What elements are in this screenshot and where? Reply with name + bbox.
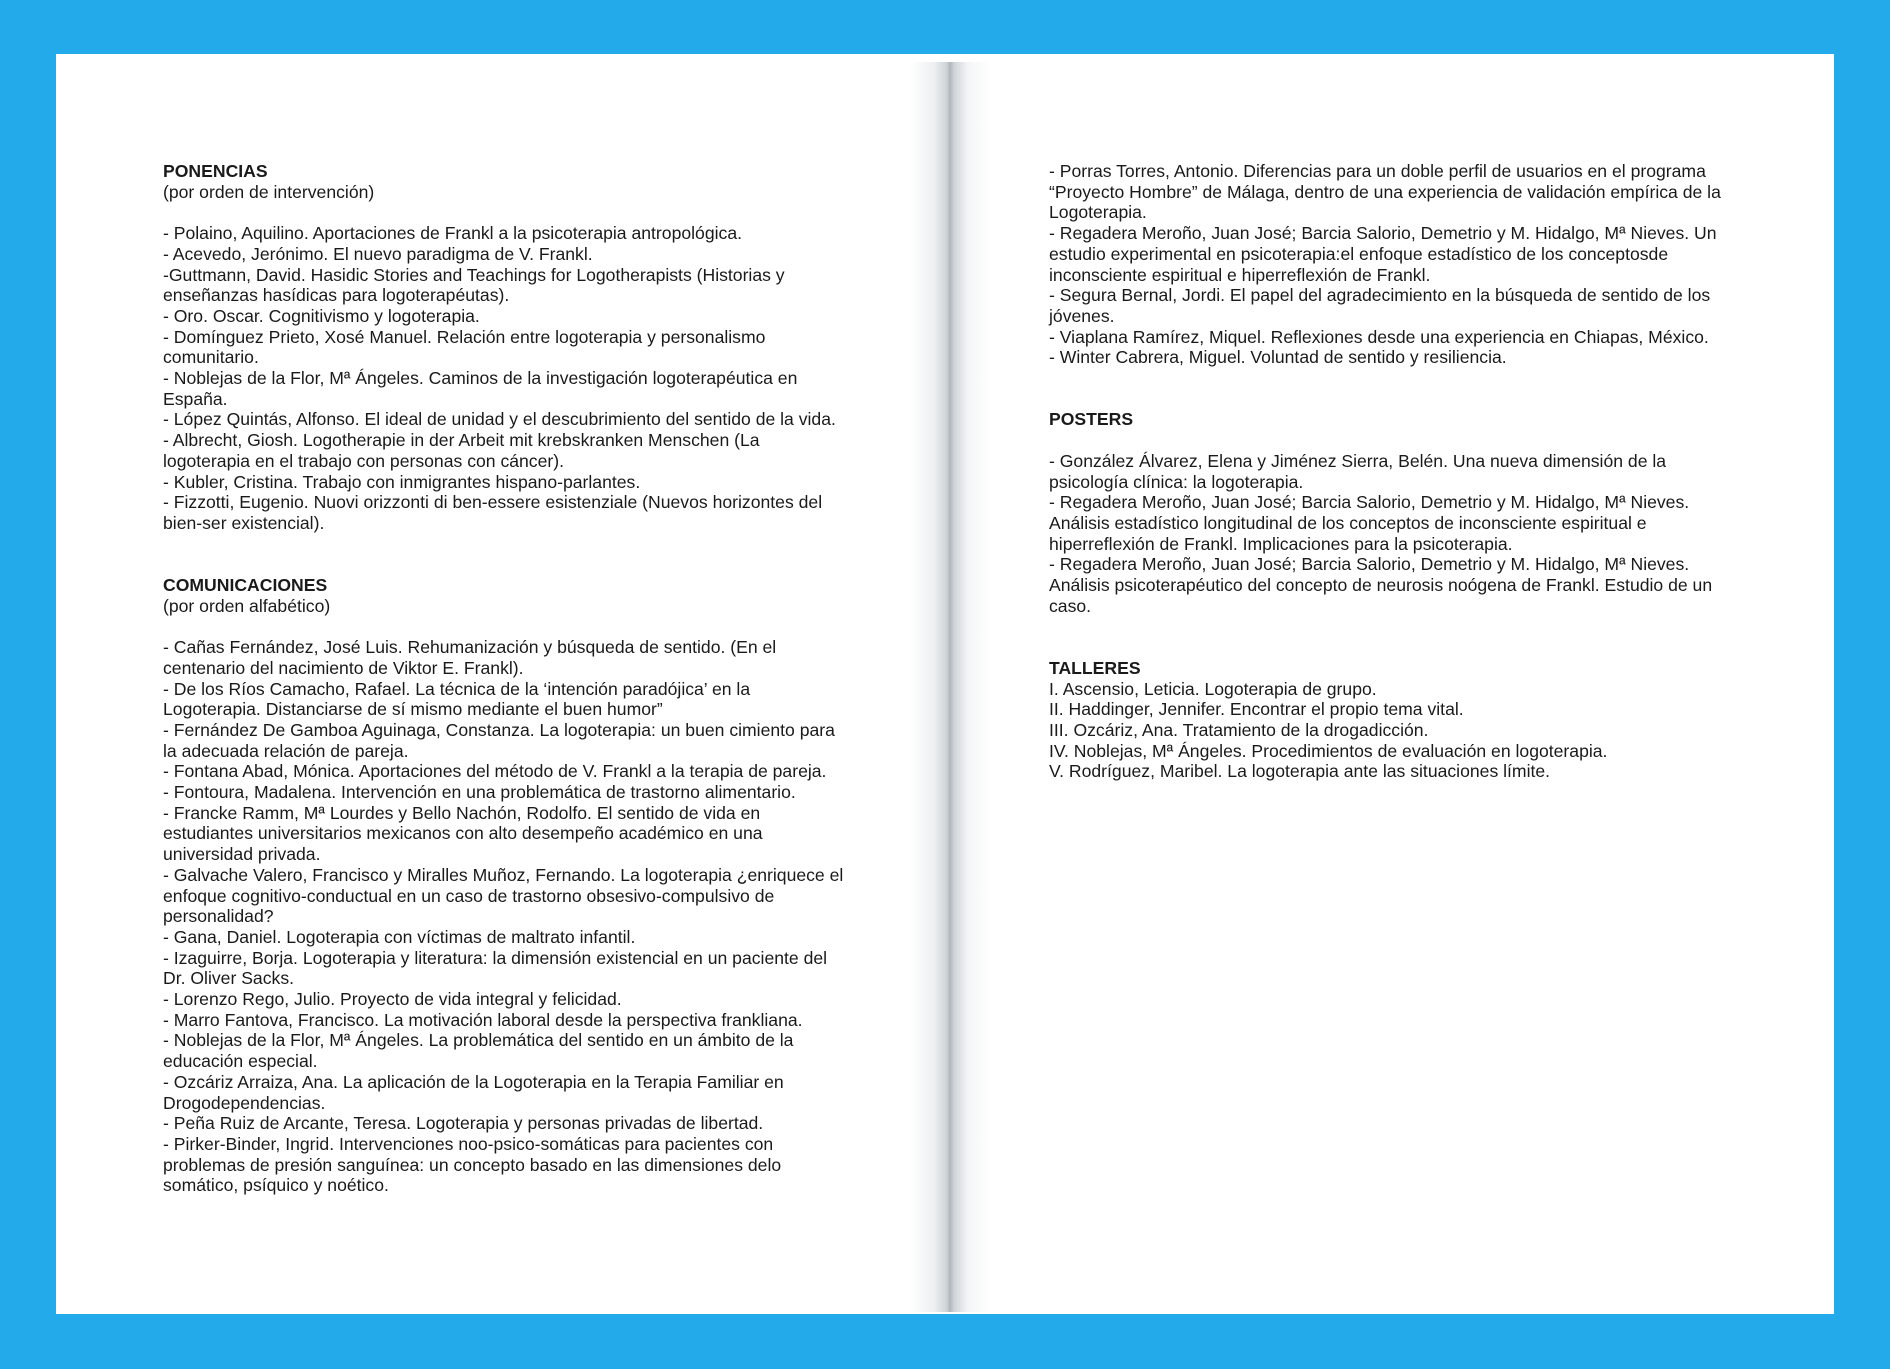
list-item: Drogodependencias. xyxy=(163,1092,326,1113)
list-item: somático, psíquico y noético. xyxy=(163,1175,389,1196)
document-spread xyxy=(56,54,1834,1314)
list-item: universidad privada. xyxy=(163,844,321,865)
list-item: IV. Noblejas, Mª Ángeles. Procedimientos de evaluación en logoterapia. xyxy=(1049,740,1608,761)
list-item: - Izaguirre, Borja. Logoterapia y literatura: la dimensión existencial en un paciente del xyxy=(163,947,828,968)
list-item: problemas de presión sanguínea: un concepto basado en las dimensiones delo xyxy=(163,1154,782,1175)
list-item: - Francke Ramm, Mª Lourdes y Bello Nachón, Rodolfo. El sentido de vida en xyxy=(163,802,761,823)
list-item: “Proyecto Hombre” de Málaga, dentro de una experiencia de validación empírica de la xyxy=(1049,181,1721,202)
list-item: estudio experimental en psicoterapia:el enfoque estadístico de los conceptosde xyxy=(1049,243,1669,264)
list-item: - González Álvarez, Elena y Jiménez Sierra, Belén. Una nueva dimensión de la xyxy=(1049,450,1667,471)
list-item: enfoque cognitivo-conductual en un caso de trastorno obsesivo-compulsivo de xyxy=(163,885,775,906)
list-item: - López Quintás, Alfonso. El ideal de unidad y el descubrimiento del sentido de la vida. xyxy=(163,409,836,430)
talleres-section xyxy=(1049,658,1809,782)
list-item: logoterapia en el trabajo con personas con cáncer). xyxy=(163,450,564,471)
list-item: Dr. Oliver Sacks. xyxy=(163,968,294,989)
list-item: - Lorenzo Rego, Julio. Proyecto de vida integral y felicidad. xyxy=(163,989,622,1010)
list-item: Análisis estadístico longitudinal de los conceptos de inconsciente espiritual e xyxy=(1049,512,1647,533)
comunicaciones-heading: COMUNICACIONES xyxy=(163,575,328,596)
list-item: personalidad? xyxy=(163,906,274,927)
list-item: centenario del nacimiento de Viktor E. Frankl). xyxy=(163,657,524,678)
ponencias-subtitle: (por orden de intervención) xyxy=(163,181,375,202)
list-item: - Kubler, Cristina. Trabajo con inmigrantes hispano-parlantes. xyxy=(163,471,641,492)
list-item: - Winter Cabrera, Miguel. Voluntad de sentido y resiliencia. xyxy=(1049,347,1507,368)
list-item: - Oro. Oscar. Cognitivismo y logoterapia. xyxy=(163,305,480,326)
list-item: - Regadera Meroño, Juan José; Barcia Salorio, Demetrio y M. Hidalgo, Mª Nieves. Un xyxy=(1049,223,1717,244)
list-item: hiperreflexión de Frankl. Implicaciones para la psicoterapia. xyxy=(1049,533,1513,554)
list-item: - Viaplana Ramírez, Miquel. Reflexiones desde una experiencia en Chiapas, México. xyxy=(1049,326,1709,347)
right-page xyxy=(1049,161,1809,782)
list-item: - Fontana Abad, Mónica. Aportaciones del método de V. Frankl a la terapia de pareja. xyxy=(163,761,827,782)
list-item: - Pirker-Binder, Ingrid. Intervenciones noo-psico-somáticas para pacientes con xyxy=(163,1134,774,1154)
list-item: - Porras Torres, Antonio. Diferencias para un doble perfil de usuarios en el programa xyxy=(1049,161,1706,181)
ponencias-list xyxy=(163,223,923,534)
list-item: - Galvache Valero, Francisco y Miralles Muñoz, Fernando. La logoterapia ¿enriquece el xyxy=(163,864,844,885)
posters-heading: POSTERS xyxy=(1049,409,1134,430)
list-item: - Regadera Meroño, Juan José; Barcia Salorio, Demetrio y M. Hidalgo, Mª Nieves. xyxy=(1049,492,1690,513)
list-item: - Domínguez Prieto, Xosé Manuel. Relación entre logoterapia y personalismo xyxy=(163,326,766,347)
list-item: Análisis psicoterapéutico del concepto de neurosis noógena de Frankl. Estudio de un xyxy=(1049,575,1713,596)
comunicaciones-continued-section xyxy=(1049,161,1809,368)
list-item: - Ozcáriz Arraiza, Ana. La aplicación de la Logoterapia en la Terapia Familiar en xyxy=(163,1071,784,1092)
posters-section xyxy=(1049,409,1809,616)
list-item: enseñanzas hasídicas para logoterapéutas). xyxy=(163,285,510,306)
list-item: bien-ser existencial). xyxy=(163,512,325,533)
list-item: Logoterapia. xyxy=(1049,202,1147,223)
list-item: - Gana, Daniel. Logoterapia con víctimas de maltrato infantil. xyxy=(163,926,636,947)
list-item: jóvenes. xyxy=(1049,305,1115,326)
comunicaciones-subtitle: (por orden alfabético) xyxy=(163,595,331,616)
list-item: - Segura Bernal, Jordi. El papel del agradecimiento en la búsqueda de sentido de los xyxy=(1049,285,1711,306)
list-item: - De los Ríos Camacho, Rafael. La técnica de la ‘intención paradójica’ en la xyxy=(163,678,751,699)
left-page xyxy=(163,161,923,1196)
ponencias-section xyxy=(163,161,923,534)
list-item: psicología clínica: la logoterapia. xyxy=(1049,471,1304,492)
list-item: - Regadera Meroño, Juan José; Barcia Salorio, Demetrio y M. Hidalgo, Mª Nieves. xyxy=(1049,554,1690,575)
list-item: estudiantes universitarios mexicanos con alto desempeño académico en una xyxy=(163,823,763,844)
list-item: - Marro Fantova, Francisco. La motivación laboral desde la perspectiva frankliana. xyxy=(163,1009,803,1030)
talleres-heading: TALLERES xyxy=(1049,657,1141,678)
list-item: la adecuada relación de pareja. xyxy=(163,740,409,761)
list-item: inconsciente espiritual e hiperreflexión de Frankl. xyxy=(1049,264,1431,285)
list-item: - Peña Ruiz de Arcante, Teresa. Logoterapia y personas privadas de libertad. xyxy=(163,1113,764,1134)
list-item: - Acevedo, Jerónimo. El nuevo paradigma de V. Frankl. xyxy=(163,243,593,264)
list-item: comunitario. xyxy=(163,347,259,368)
list-item: II. Haddinger, Jennifer. Encontrar el propio tema vital. xyxy=(1049,699,1464,720)
comunicaciones-section xyxy=(163,575,923,1196)
list-item: V. Rodríguez, Maribel. La logoterapia ante las situaciones límite. xyxy=(1049,761,1551,782)
list-item: - Albrecht, Giosh. Logotherapie in der Arbeit mit krebskranken Menschen (La xyxy=(163,430,760,451)
list-item: Logoterapia. Distanciarse de sí mismo mediante el buen humor” xyxy=(163,699,663,720)
list-item: I. Ascensio, Leticia. Logoterapia de grupo. xyxy=(1049,678,1377,699)
list-item: -Guttmann, David. Hasidic Stories and Teachings for Logotherapists (Historias y xyxy=(163,264,785,285)
list-item: - Cañas Fernández, José Luis. Rehumanización y búsqueda de sentido. (En el xyxy=(163,637,777,658)
ponencias-heading: PONENCIAS xyxy=(163,161,268,181)
list-item: - Polaino, Aquilino. Aportaciones de Frankl a la psicoterapia antropológica. xyxy=(163,223,742,244)
list-item: educación especial. xyxy=(163,1051,318,1072)
list-item: - Noblejas de la Flor, Mª Ángeles. La problemática del sentido en un ámbito de la xyxy=(163,1030,794,1051)
list-item: - Fizzotti, Eugenio. Nuovi orizzonti di ben-essere esistenziale (Nuevos horizontes del xyxy=(163,492,823,513)
comunicaciones-list xyxy=(163,637,923,1196)
list-item: - Noblejas de la Flor, Mª Ángeles. Caminos de la investigación logoterapéutica en xyxy=(163,368,798,389)
list-item: III. Ozcáriz, Ana. Tratamiento de la drogadicción. xyxy=(1049,719,1429,740)
list-item: - Fontoura, Madalena. Intervención en una problemática de trastorno alimentario. xyxy=(163,782,796,803)
list-item: caso. xyxy=(1049,595,1092,616)
list-item: - Fernández De Gamboa Aguinaga, Constanza. La logoterapia: un buen cimiento para xyxy=(163,719,835,740)
list-item: España. xyxy=(163,388,228,409)
